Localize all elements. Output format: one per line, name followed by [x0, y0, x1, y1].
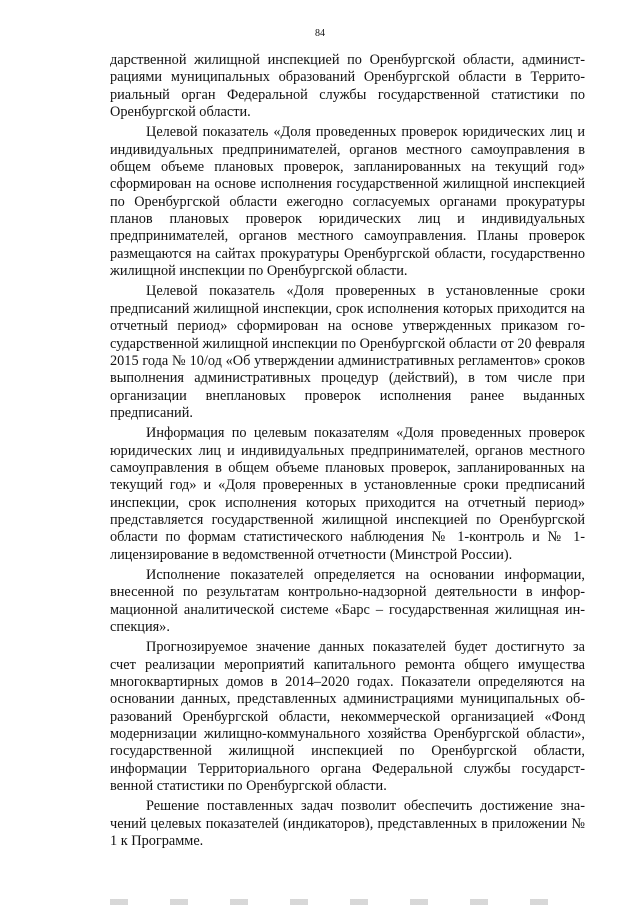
paragraph-indicator-reporting: Информация по целевым показателям «Доля проведенных проверок юридических лиц и индивидуальных предпринимателей, органов местного самоуправления в общем объеме плановых проверок, запланированных на текущий год» и «Доля проверенных в установленные сроки предписаний инспекции, срок исполнения которых приходится на отчетный период» представляется государственной жилищной инспекцией по Оренбургской области по формам статистического наблюдения № 1-контроль и № 1-лицензирование в ведомственной отчетности (Минстрой России).: [110, 425, 585, 563]
document-body: [110, 52, 585, 853]
paragraph-tasks-solution: Решение поставленных задач позволит обеспечить достижение значений целевых показателей (индикаторов), представленных в приложении № 1 к Программе.: [110, 798, 585, 850]
page-number: 84: [315, 28, 325, 39]
paragraph-continued: дарственной жилищной инспекцией по Оренбургской области, администрациями муниципальных образований Оренбургской области в Территориальный орган Федеральной службы государственной статистики по Оренбургской области.: [110, 52, 585, 121]
paragraph-forecast-value: Прогнозируемое значение данных показателей будет достигнуто за счет реализации мероприятий капитального ремонта общего имущества многоквартирных домов в 2014–2020 годах. Показатели определяются на основании данных, представленных администрациями муниципальных образований Оренбургской области, некоммерческой организацией «Фонд модернизации жилищно-коммунального хозяйства Оренбургской области», государственной жилищной инспекцией по Оренбургской области, информации Территориального органа Федеральной службы государственной статистики по Оренбургской области.: [110, 639, 585, 795]
next-page-text-trace: [110, 899, 585, 905]
paragraph-inspection-checks-indicator: Целевой показатель «Доля проведенных проверок юридических лиц и индивидуальных предпринимателей, органов местного самоуправления в общем объеме плановых проверок, запланированных на текущий год» сформирован на основе исполнения государственной жилищной инспекцией по Оренбургской области ежегодно согласуемых органами прокуратуры планов плановых проверок юридических лиц и индивидуальных предпринимателей, органов местного самоуправления. Планы проверок размещаются на сайтах прокуратуры Оренбургской области, государственно жилищной инспекции по Оренбургской области.: [110, 124, 585, 280]
paragraph-indicator-execution: Исполнение показателей определяется на основании информации, внесенной по результатам контрольно-надзорной деятельности в информационной аналитической системе «Барс – государственная жилищная инспекция».: [110, 566, 585, 635]
paragraph-prescriptions-indicator: Целевой показатель «Доля проверенных в установленные сроки предписаний жилищной инспекции, срок исполнения которых приходится на отчетный период» сформирован на основе утвержденных приказом государственной жилищной инспекции по Оренбургской области от 20 февраля 2015 года № 10/од «Об утверждении административных регламентов» сроков выполнения административных процедур (действий), в том числе при организации внеплановых проверок исполнения ранее выданных предписаний.: [110, 283, 585, 421]
